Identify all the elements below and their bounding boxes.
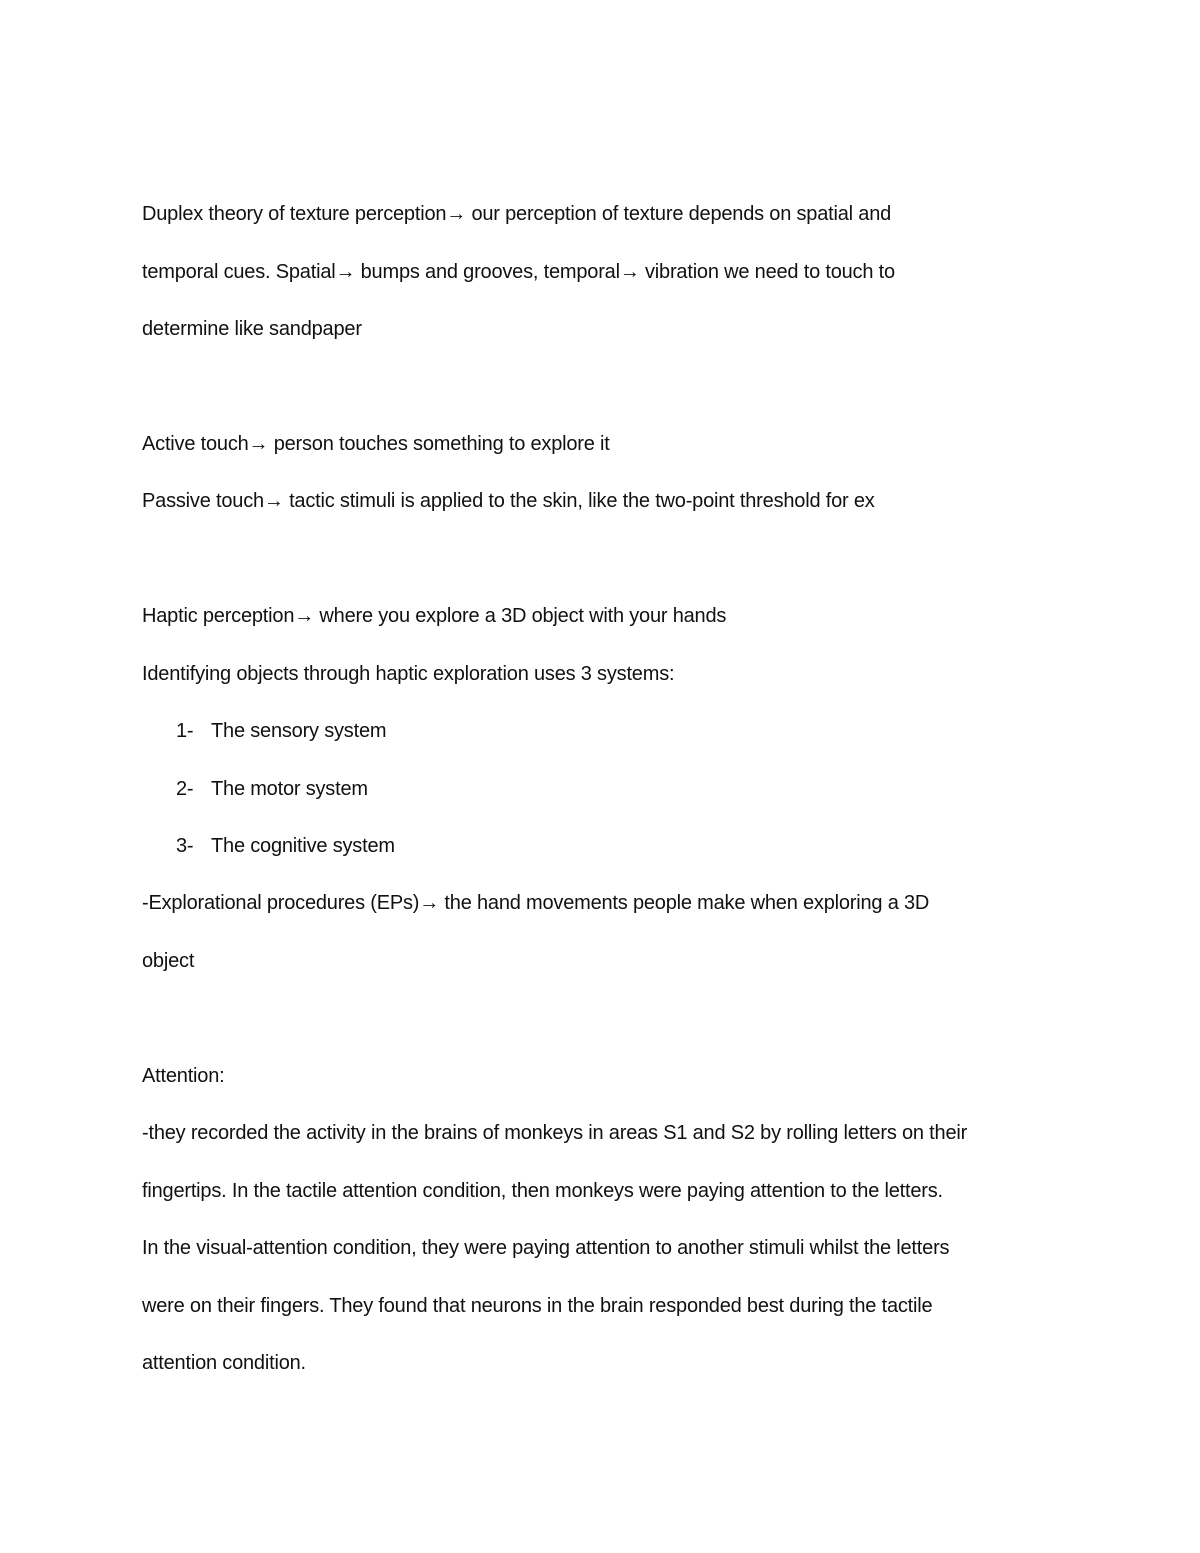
text-line: -Explorational procedures (EPs)→ the hand movements people make when exploring a 3D (142, 892, 930, 914)
text-line: fingertips. In the tactile attention condition, then monkeys were paying attention to the letters. (142, 1180, 943, 1202)
text-line: determine like sandpaper (142, 318, 362, 340)
list-number: 1- (176, 720, 194, 742)
list-number: 2- (176, 778, 194, 800)
text-line: attention condition. (142, 1352, 306, 1374)
list-item (176, 832, 395, 860)
list-item (176, 775, 368, 803)
text-line: -they recorded the activity in the brains of monkeys in areas S1 and S2 by rolling letters on their (142, 1122, 968, 1144)
list-text: The cognitive system (211, 835, 395, 857)
list-item (176, 717, 386, 745)
text-line: were on their fingers. They found that neurons in the brain responded best during the tactile (142, 1295, 933, 1317)
text-line: object (142, 950, 195, 972)
text-line: Active touch→ person touches something to explore it (142, 433, 610, 455)
text-line: temporal cues. Spatial→ bumps and grooves, temporal→ vibration we need to touch to (142, 261, 895, 283)
list-text: The sensory system (211, 720, 387, 742)
text-line: Passive touch→ tactic stimuli is applied to the skin, like the two-point threshold for ex (142, 490, 875, 512)
text-line: Identifying objects through haptic exploration uses 3 systems: (142, 663, 675, 685)
section-heading: Attention: (142, 1065, 225, 1087)
text-line: Duplex theory of texture perception→ our perception of texture depends on spatial and (142, 203, 892, 225)
list-text: The motor system (211, 778, 368, 800)
text-line: Haptic perception→ where you explore a 3D object with your hands (142, 605, 727, 627)
text-line: In the visual-attention condition, they were paying attention to another stimuli whilst the letters (142, 1237, 950, 1259)
list-number: 3- (176, 835, 194, 857)
